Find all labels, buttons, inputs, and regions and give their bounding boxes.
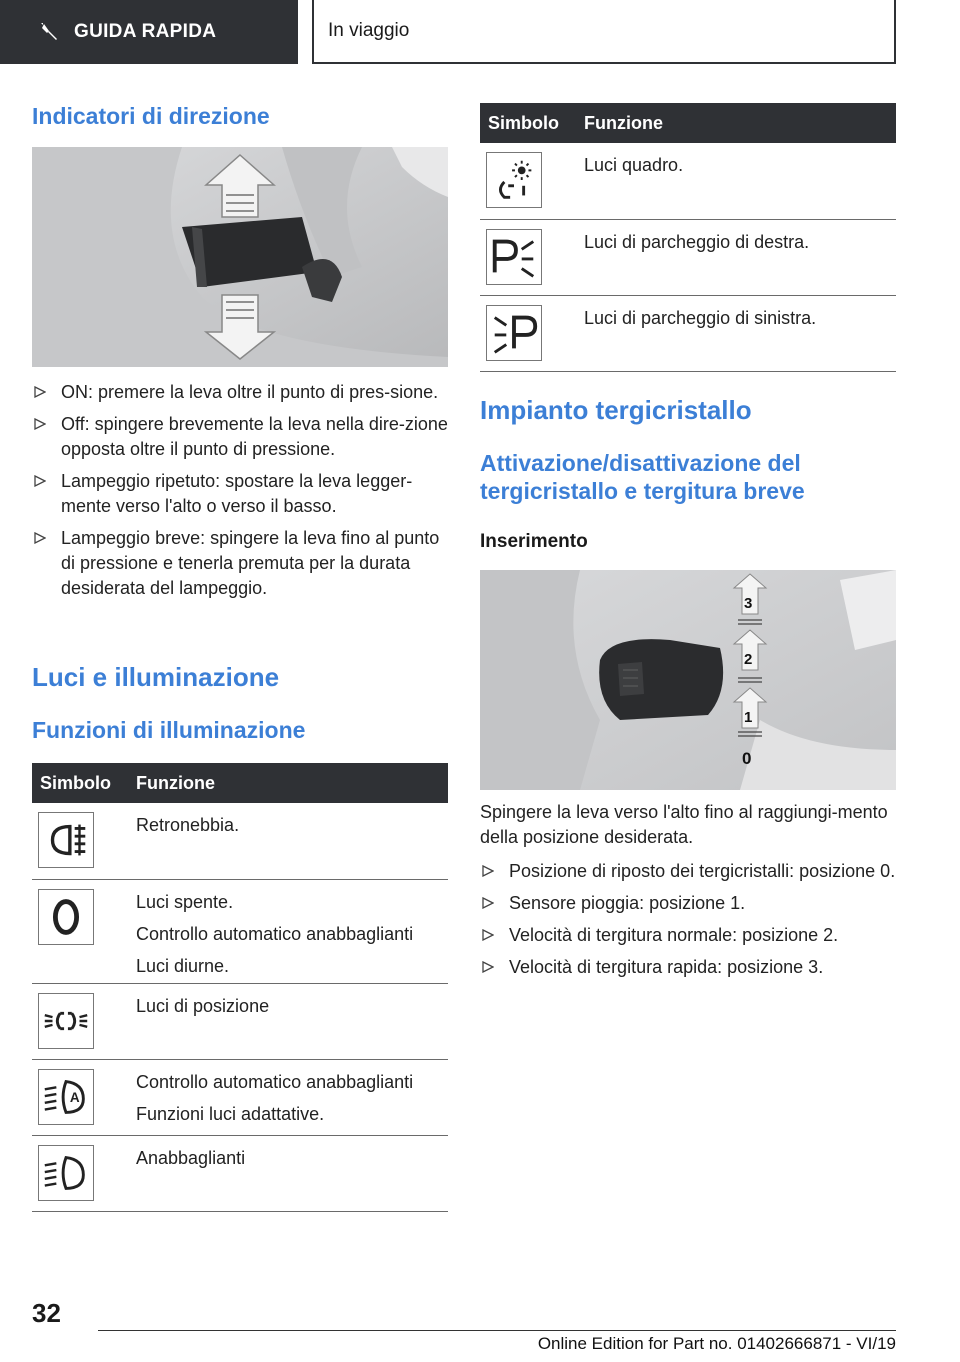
lights-table-wrapper: [32, 763, 448, 1212]
row-text: Funzioni luci adattative.: [136, 1103, 325, 1124]
column-header-symbol: Simbolo: [32, 763, 128, 803]
table-row: [32, 1135, 448, 1211]
list-item: Velocità di tergitura rapida: posizione 3.: [480, 955, 896, 980]
row-text: Luci di parcheggio di destra.: [584, 231, 810, 252]
parking-lights-table: [480, 103, 896, 372]
row-text: Luci diurne.: [136, 955, 230, 976]
triangle-bullet-icon: [482, 961, 494, 973]
list-item: Velocità di tergitura normale: posizione 2.: [480, 923, 896, 948]
row-text: Luci di posizione: [136, 995, 270, 1016]
parking-lights-table-wrapper: [480, 103, 896, 372]
parking-light-right-icon: [486, 229, 542, 285]
wipers-intro: Spingere la leva verso l'alto fino al raggiungi-mento della posizione desiderata.: [480, 802, 888, 847]
lights-title: Luci e illuminazione: [32, 662, 280, 692]
turn-signal-bullets: [32, 380, 448, 608]
triangle-bullet-icon: [482, 929, 494, 941]
header-section-tab[interactable]: [0, 0, 298, 64]
automatic-headlight-icon: [38, 1069, 94, 1125]
row-text: Luci spente.: [136, 891, 234, 912]
list-item: Off: spingere brevemente la leva nella dire-zione opposta oltre il punto di pressione.: [32, 412, 448, 462]
turn-signals-title: Indicatori di direzione: [32, 103, 270, 129]
turn-signal-lever-photo: [32, 147, 448, 367]
table-row: [32, 983, 448, 1059]
turn-signal-lever-illustration: [32, 147, 448, 367]
row-text: Anabbaglianti: [136, 1147, 246, 1168]
triangle-bullet-icon: [482, 865, 494, 877]
footer-divider: [98, 1330, 896, 1331]
wipers-subtitle: Attivazione/disattivazione del tergicristallo e tergitura breve: [480, 450, 805, 504]
position-lights-icon: [38, 993, 94, 1049]
triangle-bullet-icon: [482, 897, 494, 909]
triangle-bullet-icon: [34, 418, 46, 430]
row-text: Retronebbia.: [136, 815, 240, 835]
table-row: [480, 143, 896, 219]
wiper-bullets: [480, 859, 896, 987]
wipers-title: Impianto tergicristallo: [480, 395, 752, 425]
wipers-heading: Inserimento: [480, 531, 588, 552]
wiper-lever-illustration: [480, 570, 896, 790]
row-text: Luci di parcheggio di sinistra.: [584, 307, 817, 328]
table-row: [32, 879, 448, 983]
row-text: Controllo automatico anabbaglianti: [136, 923, 414, 944]
footer-edition: Online Edition for Part no. 01402666871 - VI/19: [537, 1334, 896, 1353]
header-section-label: GUIDA RAPIDA: [74, 21, 217, 42]
position-label-0: 0: [742, 749, 752, 768]
list-item: Lampeggio ripetuto: spostare la leva legger-mente verso l'alto o verso il basso.: [32, 469, 448, 519]
lights-table: [32, 763, 448, 1212]
wiper-lever-photo: [480, 570, 896, 790]
instrument-lighting-icon: [486, 152, 542, 208]
column-header-function: Funzione: [576, 103, 896, 143]
header-chapter-label: In viaggio: [328, 20, 410, 41]
quick-guide-icon: [40, 22, 60, 42]
rear-fog-light-icon: [38, 812, 94, 868]
row-text: Luci quadro.: [584, 155, 684, 175]
low-beam-icon: [38, 1145, 94, 1201]
table-row: [32, 1059, 448, 1135]
row-text: Controllo automatico anabbaglianti: [136, 1071, 414, 1092]
list-item: Lampeggio breve: spingere la leva fino al punto di pressione e tenerla premuta per la durata desiderata del lampeggio.: [32, 526, 448, 601]
list-item: Posizione di riposto dei tergicristalli: posizione 0.: [480, 859, 896, 884]
lights-off-icon: [38, 889, 94, 945]
lights-subtitle: Funzioni di illuminazione: [32, 717, 306, 743]
svg-text:A: A: [69, 1089, 80, 1105]
table-row: [480, 219, 896, 295]
parking-light-left-icon: [486, 305, 542, 361]
list-item: Sensore pioggia: posizione 1.: [480, 891, 896, 916]
page-number: 32: [32, 1298, 61, 1328]
triangle-bullet-icon: [34, 386, 46, 398]
list-item: ON: premere la leva oltre il punto di pres-sione.: [32, 380, 448, 405]
triangle-bullet-icon: [34, 532, 46, 544]
position-label-3: 3: [744, 595, 753, 612]
column-header-symbol: Simbolo: [480, 103, 576, 143]
position-label-1: 1: [744, 709, 753, 726]
position-label-2: 2: [744, 651, 753, 668]
table-row: [480, 295, 896, 371]
table-row: [32, 803, 448, 879]
triangle-bullet-icon: [34, 475, 46, 487]
header-chapter: [312, 0, 896, 64]
column-header-function: Funzione: [128, 763, 448, 803]
